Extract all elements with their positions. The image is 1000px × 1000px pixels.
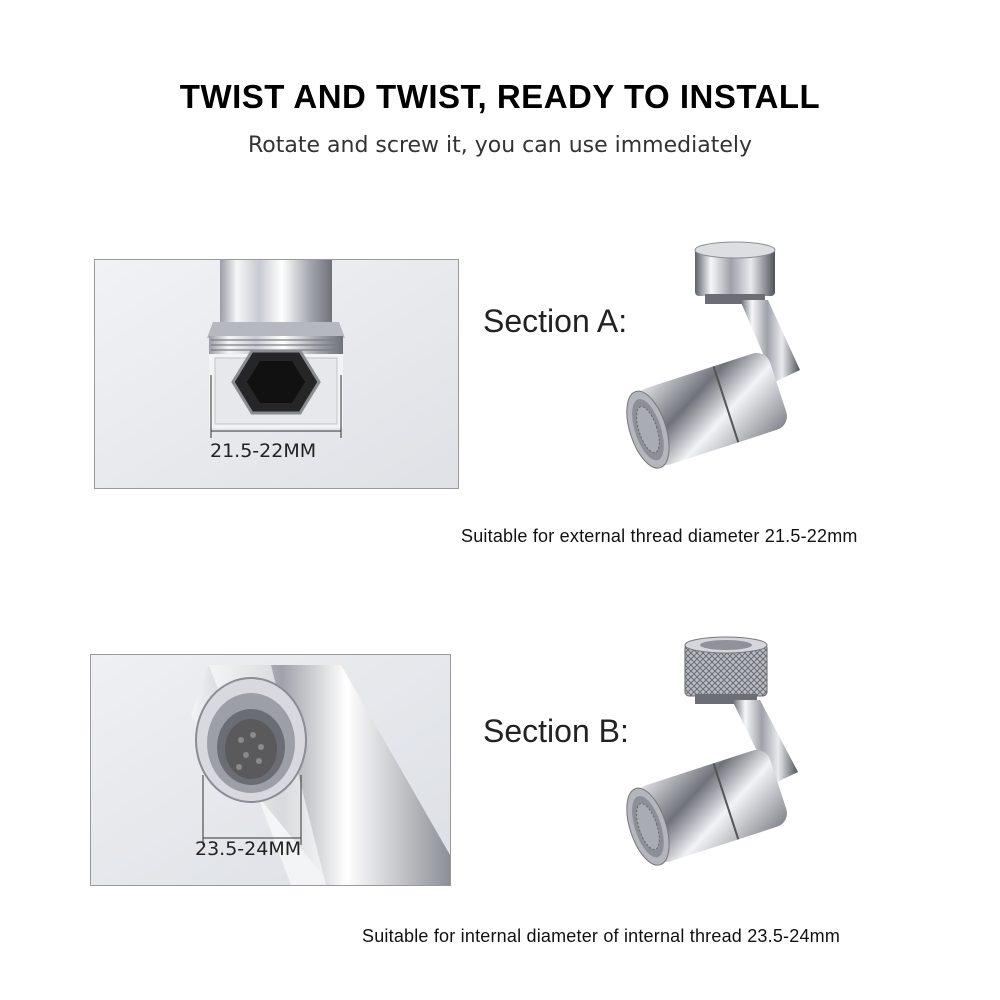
section-b-caption: Suitable for internal diameter of internal thread 23.5-24mm [362,926,841,946]
page-subtitle: Rotate and screw it, you can use immediately [248,133,752,158]
section-a-measurement: 21.5-22MM [210,440,317,462]
section-a-label: Section A: [483,303,628,339]
section-b-measurement: 23.5-24MM [195,838,302,860]
swivel-aerator-smooth-icon [610,240,810,505]
section-b-label: Section B: [483,713,629,749]
page-title: TWIST AND TWIST, READY TO INSTALL [179,78,821,115]
swivel-aerator-knurled-icon [610,632,810,902]
section-a-caption: Suitable for external thread diameter 21.5-22mm [461,526,858,546]
